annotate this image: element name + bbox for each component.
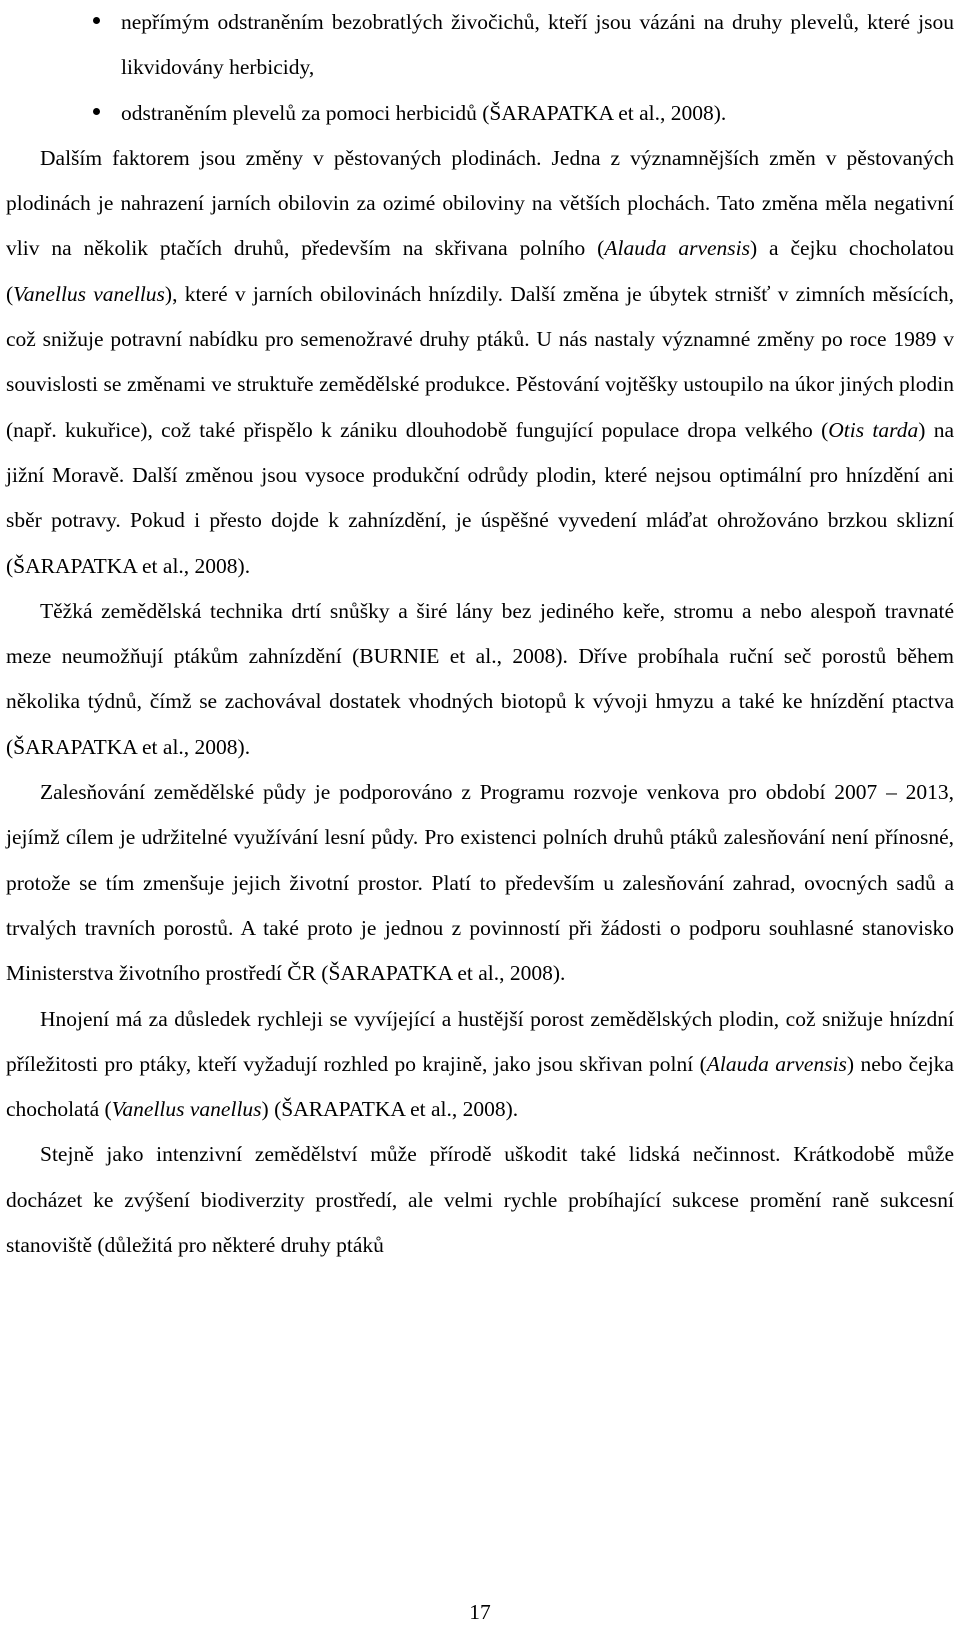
paragraph-fertilization bbox=[6, 997, 954, 1133]
species-name: Vanellus vanellus bbox=[111, 1097, 262, 1122]
paragraph-inactivity: Stejně jako intenzivní zemědělství může přírodě uškodit také lidská nečinnost. Krátkodobě může docházet ke zvýšení biodiverzity prostředí, ale velmi rychle probíhající sukcese promění raně sukcesní stanoviště (důležitá pro některé druhy ptáků bbox=[6, 1142, 954, 1258]
paragraph-machinery: Těžká zemědělská technika drtí snůšky a širé lány bez jediného keře, stromu a nebo alespoň travnaté meze neumožňují ptákům zahnízdění (BURNIE et al., 2008). Dříve probíhala ruční seč porostů během několika týdnů, čímž se zachovával dostatek vhodných biotopů k vývoji hmyzu a také ke hnízdění ptactva (ŠARAPATKA et al., 2008). bbox=[6, 598, 954, 759]
text-run: ) (ŠARAPATKA et al., 2008). bbox=[261, 1097, 519, 1122]
bullet-dot-icon bbox=[93, 108, 100, 115]
paragraph-afforestation: Zalesňování zemědělské půdy je podporováno z Programu rozvoje venkova pro období 2007 – 2013, jejímž cílem je udržitelné využívání lesní půdy. Pro existenci polních druhů ptáků zalesňování není přínosné, protože se tím zmenšuje jejich životní prostor. Platí to především u zalesňování zahrad, ovocných sadů a trvalých travních porostů. A také proto je jednou z povinností při žádosti o podporu souhlasné stanovisko Ministerstva životního prostředí ČR (ŠARAPATKA et al., 2008). bbox=[6, 780, 954, 986]
text-run: Dalším faktorem jsou změny v pěstovaných plodinách. Jedna z významnějších změn v pěstovaných plodinách je nahrazení jarních obilovin za ozimé obiloviny na větších plochách. Tato změna měla negativní vliv na několik ptačích druhů, především na skřivana polního ( bbox=[6, 145, 954, 261]
species-name: Otis tarda bbox=[828, 417, 919, 442]
page-number: 17 bbox=[469, 1600, 491, 1624]
species-name: Alauda arvensis bbox=[706, 1051, 847, 1076]
species-name: Alauda arvensis bbox=[604, 236, 750, 261]
text-run: ), které v jarních obilovinách hnízdily. Další změna je úbytek strnišť v zimních měsících, což snižuje potravní nabídku pro semenožravé druhy ptáků. U nás nastaly významné změny po roce 1989 v souvislosti se změnami ve struktuře zemědělské produkce. Pěstování vojtěšky ustoupilo na úkor jiných plodin (např. kukuřice), což také přispělo k zániku dlouhodobě fungující populace dropa velkého ( bbox=[6, 281, 954, 442]
bullet-list bbox=[6, 0, 954, 136]
text-run: Hnojení má za důsledek rychleji se vyvíjející a hustější porost zemědělských plodin, což snižuje hnízdní příležitosti pro ptáky, kteří vyžadují rozhled po krajině, jako jsou skřivan polní ( bbox=[6, 1006, 954, 1076]
bullet-dot-icon bbox=[93, 17, 100, 24]
bullet-item bbox=[6, 0, 954, 91]
document-body bbox=[6, 0, 954, 1268]
species-name: Vanellus vanellus bbox=[13, 281, 165, 306]
text-run: ) na jižní Moravě. Další změnou jsou vysoce produkční odrůdy plodin, které nejsou optimální pro hnízdění ani sběr potravy. Pokud i přesto dojde k zahnízdění, je úspěšné vyvedení mláďat ohrožováno brzkou sklizní (ŠARAPATKA et al., 2008). bbox=[6, 417, 955, 578]
bullet-text: odstraněním plevelů za pomoci herbicidů (ŠARAPATKA et al., 2008). bbox=[121, 100, 727, 125]
text-run: ) nebo čejka chocholatá ( bbox=[6, 1051, 954, 1122]
bullet-item bbox=[6, 91, 954, 136]
text-run: ) a čejku chocholatou ( bbox=[6, 236, 954, 306]
bullet-text: nepřímým odstraněním bezobratlých živočichů, kteří jsou vázáni na druhy plevelů, které jsou likvidovány herbicidy, bbox=[121, 10, 954, 80]
paragraph-crop-changes bbox=[6, 136, 954, 589]
